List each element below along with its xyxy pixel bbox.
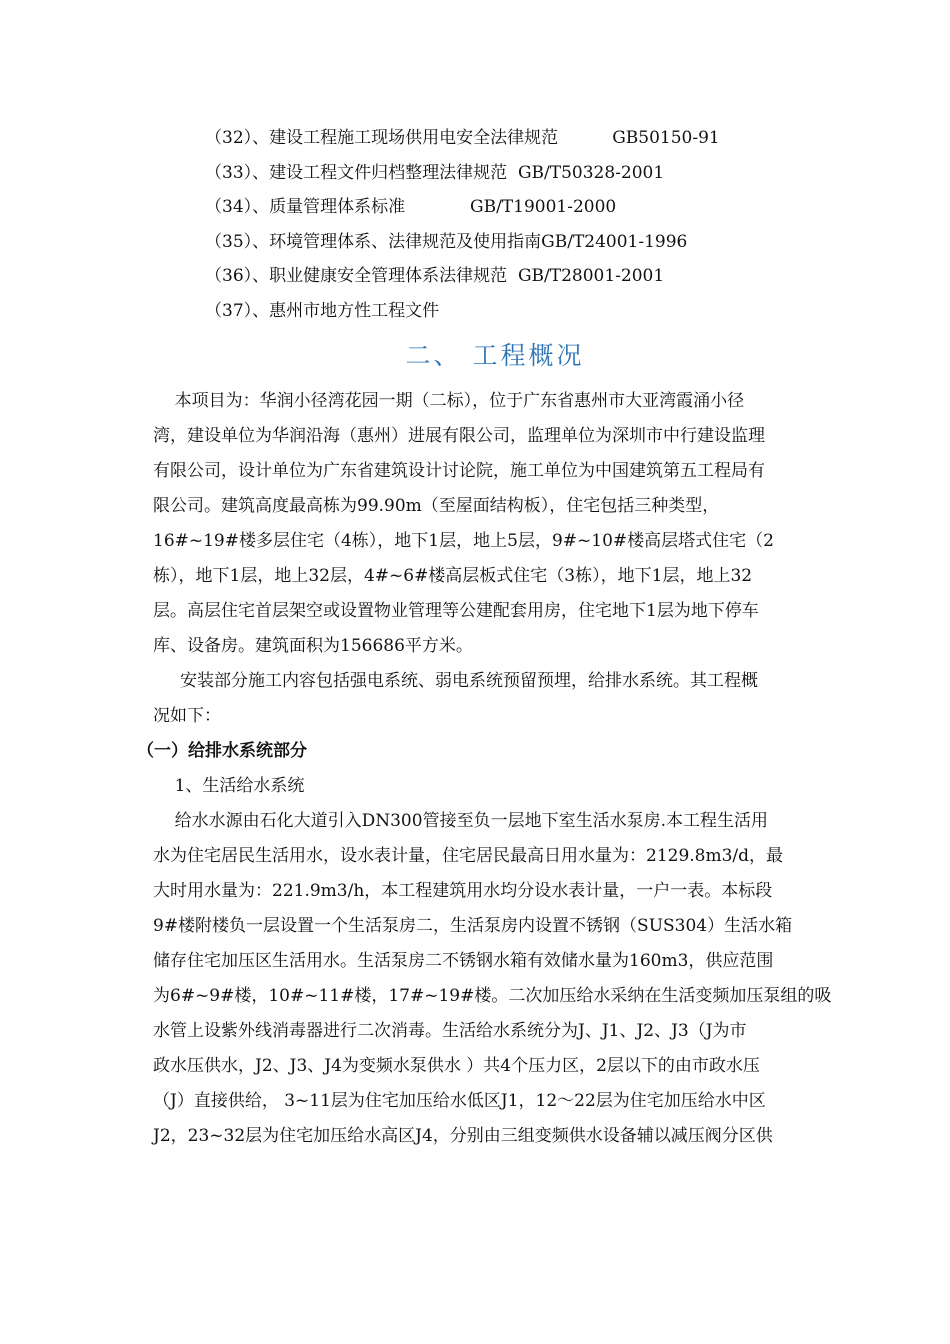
paragraph-line: 况如下： — [153, 706, 221, 726]
paragraph-line: 政水压供水，J2、J3、J4为变频水泵供水 ）共4个压力区，2层以下的由市政水压 — [153, 1056, 760, 1076]
reference-text: （32）、建设工程施工现场供用电安全法律规范 — [205, 128, 559, 148]
paragraph-line: 储存住宅加压区生活用水。生活泵房二不锈钢水箱有效储水量为160m3，供应范围 — [153, 951, 774, 971]
reference-code: GB/T19001-2000 — [470, 197, 617, 217]
paragraph-line: 库、设备房。建筑面积为156686平方米。 — [153, 636, 473, 656]
reference-gap — [405, 197, 470, 217]
paragraph-line: 9#楼附楼负一层设置一个生活泵房二，生活泵房内设置不锈钢（SUS304）生活水箱 — [153, 916, 793, 936]
subsection-heading: （一）给排水系统部分 — [137, 741, 307, 761]
paragraph-line: 为6#~9#楼，10#~11#楼，17#~19#楼。二次加压给水采纳在生活变频加压泵组的吸 — [153, 986, 832, 1006]
project-overview-paragraph — [153, 384, 845, 664]
paragraph-line: 给水水源由石化大道引入DN300管接至负一层地下室生活水泵房.本工程生活用 — [153, 811, 768, 831]
water-supply-paragraph — [153, 804, 845, 1154]
installation-paragraph — [153, 664, 845, 734]
paragraph-line: 栋），地下1层，地上32层，4#~6#楼高层板式住宅（3栋），地下1层，地上32 — [153, 566, 753, 586]
reference-text: （34）、质量管理体系标准 — [205, 197, 406, 217]
document-body — [137, 384, 845, 1154]
paragraph-line: 大时用水量为：221.9m3/h，本工程建筑用水均分设水表计量，一户一表。本标段 — [153, 881, 773, 901]
paragraph-line: （J）直接供给， 3~11层为住宅加压给水低区J1，12～22层为住宅加压给水中区 — [153, 1091, 766, 1111]
reference-list — [205, 124, 845, 331]
paragraph-line: 层。高层住宅首层架空或设置物业管理等公建配套用房，住宅地下1层为地下停车 — [153, 601, 759, 621]
reference-item — [205, 193, 845, 228]
reference-text: （33）、建设工程文件归档整理法律规范 — [205, 162, 508, 183]
reference-text: （37）、惠州市地方性工程文件 — [205, 300, 440, 321]
paragraph-line: 安装部分施工内容包括强电系统、弱电系统预留预埋，给排水系统。其工程概 — [153, 671, 759, 691]
paragraph-line: 水为住宅居民生活用水，设水表计量，住宅居民最高日用水量为：2129.8m3/d，最 — [153, 846, 784, 866]
paragraph-line: 有限公司，设计单位为广东省建筑设计讨论院，施工单位为中国建筑第五工程局有 — [153, 461, 765, 481]
reference-gap — [558, 128, 612, 148]
reference-item — [205, 262, 845, 297]
paragraph-line: 水管上设紫外线消毒器进行二次消毒。生活给水系统分为J、J1、J2、J3（J为市 — [153, 1021, 747, 1041]
paragraph-line: 本项目为：华润小径湾花园一期（二标），位于广东省惠州市大亚湾霞涌小径 — [153, 391, 745, 411]
item-heading: 1、生活给水系统 — [153, 776, 305, 796]
section-title: 二、 工程概况 — [405, 341, 585, 370]
reference-item — [205, 297, 845, 332]
reference-code: GB/T24001-1996 — [541, 231, 688, 252]
paragraph-line: 限公司。建筑高度最高栋为99.90m（至屋面结构板），住宅包括三种类型， — [153, 496, 720, 516]
reference-code: GB/T28001-2001 — [517, 266, 665, 286]
reference-item — [205, 159, 845, 194]
reference-code: GB/T50328-2001 — [517, 162, 665, 183]
reference-gap — [507, 266, 518, 286]
reference-gap — [507, 163, 518, 183]
reference-item — [205, 228, 845, 263]
paragraph-line: 湾，建设单位为华润沿海（惠州）进展有限公司，监理单位为深圳市中行建设监理 — [153, 426, 765, 446]
paragraph-line: J2，23~32层为住宅加压给水高区J4，分别由三组变频供水设备辅以减压阀分区供 — [153, 1126, 773, 1146]
paragraph-line: 16#~19#楼多层住宅（4栋），地下1层，地上5层，9#~10#楼高层塔式住宅（2 — [153, 531, 774, 551]
reference-item — [205, 124, 845, 159]
reference-code: GB50150-91 — [612, 128, 720, 148]
reference-text: （36）、职业健康安全管理体系法律规范 — [205, 266, 508, 286]
reference-text: （35）、环境管理体系、法律规范及使用指南 — [205, 231, 542, 252]
